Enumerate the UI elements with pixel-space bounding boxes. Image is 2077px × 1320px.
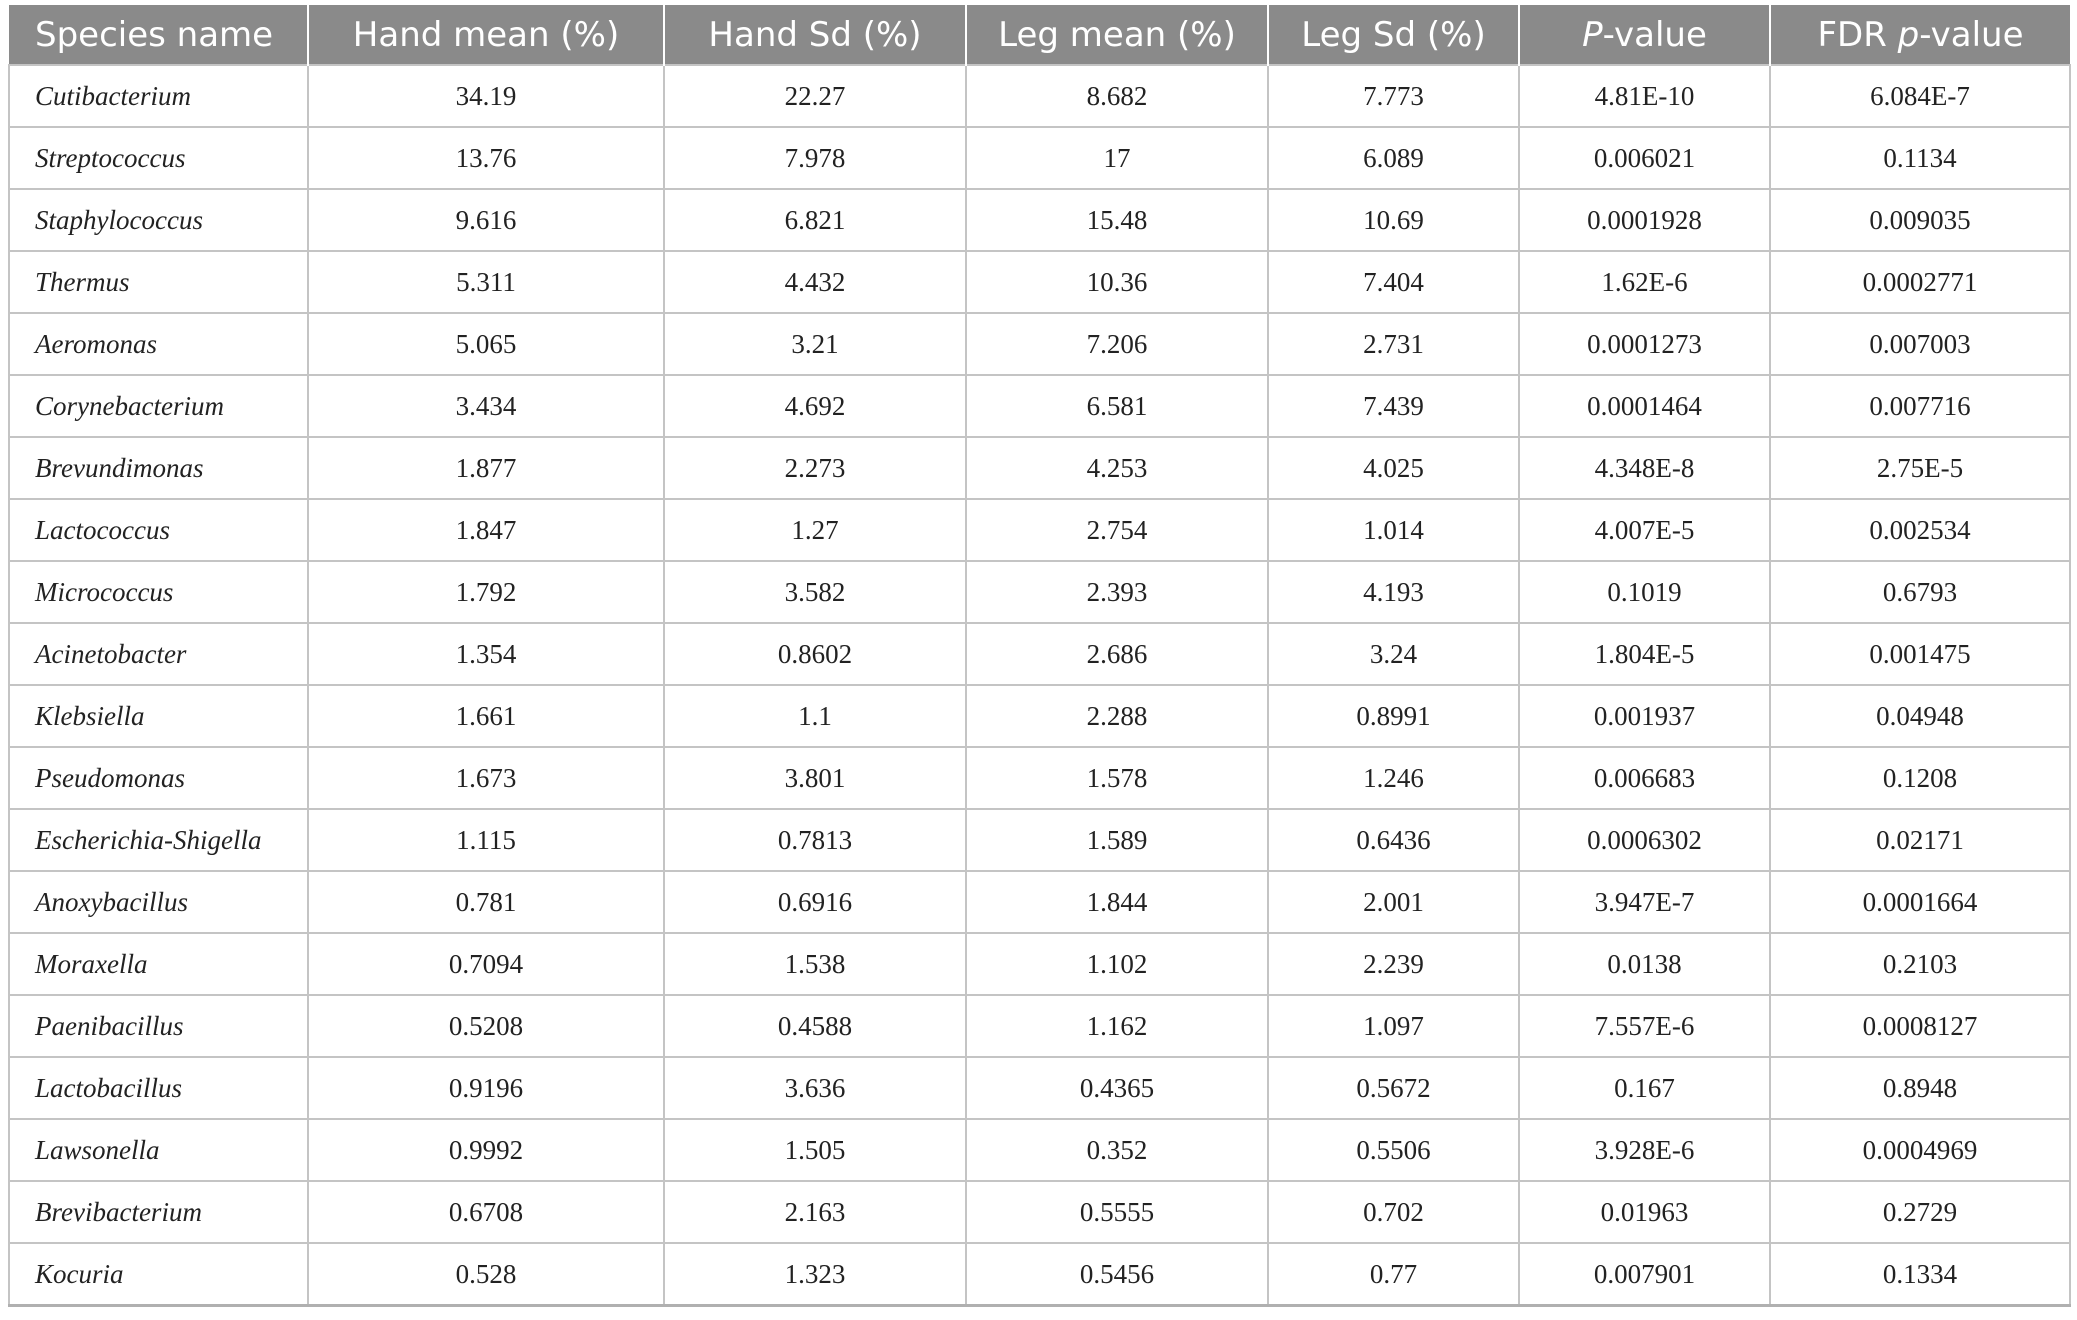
cell-leg-mean: 6.581 <box>966 375 1268 437</box>
cell-leg-sd: 2.731 <box>1268 313 1519 375</box>
cell-fdr-p-value: 0.2103 <box>1770 933 2070 995</box>
cell-leg-sd: 0.5672 <box>1268 1057 1519 1119</box>
table-row <box>9 1243 2070 1306</box>
cell-p-value: 1.62E-6 <box>1519 251 1770 313</box>
species-abundance-table <box>8 5 2071 1307</box>
cell-leg-sd: 2.239 <box>1268 933 1519 995</box>
cell-hand-mean: 1.115 <box>308 809 664 871</box>
header-species: Species name <box>9 5 308 65</box>
table-row <box>9 1181 2070 1243</box>
cell-fdr-p-value: 0.8948 <box>1770 1057 2070 1119</box>
cell-p-value: 0.01963 <box>1519 1181 1770 1243</box>
cell-leg-mean: 2.686 <box>966 623 1268 685</box>
cell-leg-mean: 2.754 <box>966 499 1268 561</box>
cell-hand-mean: 1.847 <box>308 499 664 561</box>
table-row <box>9 1119 2070 1181</box>
cell-p-value: 1.804E-5 <box>1519 623 1770 685</box>
cell-p-value: 0.0001273 <box>1519 313 1770 375</box>
cell-p-value: 4.348E-8 <box>1519 437 1770 499</box>
cell-leg-mean: 1.578 <box>966 747 1268 809</box>
cell-hand-sd: 0.7813 <box>664 809 966 871</box>
table-row <box>9 251 2070 313</box>
table-row <box>9 313 2070 375</box>
cell-leg-mean: 1.589 <box>966 809 1268 871</box>
cell-hand-mean: 0.781 <box>308 871 664 933</box>
cell-leg-mean: 2.393 <box>966 561 1268 623</box>
cell-species: Streptococcus <box>9 127 308 189</box>
cell-leg-mean: 15.48 <box>966 189 1268 251</box>
table-row <box>9 747 2070 809</box>
cell-fdr-p-value: 0.2729 <box>1770 1181 2070 1243</box>
cell-hand-sd: 2.273 <box>664 437 966 499</box>
cell-species: Thermus <box>9 251 308 313</box>
cell-species: Kocuria <box>9 1243 308 1306</box>
cell-hand-sd: 3.582 <box>664 561 966 623</box>
cell-leg-sd: 7.439 <box>1268 375 1519 437</box>
header-p-value-rest: -value <box>1602 14 1707 55</box>
cell-hand-sd: 1.505 <box>664 1119 966 1181</box>
cell-hand-sd: 1.27 <box>664 499 966 561</box>
cell-fdr-p-value: 0.04948 <box>1770 685 2070 747</box>
cell-leg-sd: 0.6436 <box>1268 809 1519 871</box>
cell-hand-mean: 1.792 <box>308 561 664 623</box>
cell-hand-mean: 5.065 <box>308 313 664 375</box>
cell-hand-sd: 3.801 <box>664 747 966 809</box>
cell-species: Paenibacillus <box>9 995 308 1057</box>
cell-p-value: 3.928E-6 <box>1519 1119 1770 1181</box>
table-row <box>9 65 2070 127</box>
cell-species: Acinetobacter <box>9 623 308 685</box>
table-row <box>9 933 2070 995</box>
cell-p-value: 0.167 <box>1519 1057 1770 1119</box>
cell-fdr-p-value: 0.007716 <box>1770 375 2070 437</box>
table-row <box>9 623 2070 685</box>
cell-p-value: 3.947E-7 <box>1519 871 1770 933</box>
cell-p-value: 0.006683 <box>1519 747 1770 809</box>
table-row <box>9 127 2070 189</box>
cell-hand-mean: 0.7094 <box>308 933 664 995</box>
cell-hand-sd: 1.323 <box>664 1243 966 1306</box>
cell-hand-sd: 4.692 <box>664 375 966 437</box>
cell-species: Corynebacterium <box>9 375 308 437</box>
cell-species: Escherichia-Shigella <box>9 809 308 871</box>
cell-leg-sd: 7.773 <box>1268 65 1519 127</box>
cell-leg-sd: 1.246 <box>1268 747 1519 809</box>
table-body <box>9 65 2070 1306</box>
cell-leg-sd: 0.77 <box>1268 1243 1519 1306</box>
species-table-container <box>8 5 2069 1307</box>
cell-hand-mean: 0.9992 <box>308 1119 664 1181</box>
table-row <box>9 375 2070 437</box>
table-row <box>9 437 2070 499</box>
cell-leg-sd: 4.025 <box>1268 437 1519 499</box>
cell-p-value: 0.001937 <box>1519 685 1770 747</box>
cell-hand-mean: 5.311 <box>308 251 664 313</box>
cell-fdr-p-value: 0.1134 <box>1770 127 2070 189</box>
cell-leg-mean: 0.5456 <box>966 1243 1268 1306</box>
header-row <box>9 5 2070 65</box>
cell-hand-mean: 0.6708 <box>308 1181 664 1243</box>
header-leg-mean: Leg mean (%) <box>966 5 1268 65</box>
cell-leg-sd: 2.001 <box>1268 871 1519 933</box>
cell-hand-sd: 1.538 <box>664 933 966 995</box>
cell-species: Klebsiella <box>9 685 308 747</box>
cell-p-value: 0.006021 <box>1519 127 1770 189</box>
cell-hand-sd: 3.636 <box>664 1057 966 1119</box>
cell-hand-mean: 1.661 <box>308 685 664 747</box>
cell-species: Pseudomonas <box>9 747 308 809</box>
cell-hand-sd: 1.1 <box>664 685 966 747</box>
cell-species: Lactococcus <box>9 499 308 561</box>
cell-p-value: 0.0001464 <box>1519 375 1770 437</box>
cell-species: Brevundimonas <box>9 437 308 499</box>
cell-species: Staphylococcus <box>9 189 308 251</box>
cell-hand-mean: 1.354 <box>308 623 664 685</box>
cell-leg-mean: 10.36 <box>966 251 1268 313</box>
cell-leg-sd: 0.702 <box>1268 1181 1519 1243</box>
header-fdr-italic: p <box>1897 14 1920 55</box>
cell-hand-mean: 9.616 <box>308 189 664 251</box>
cell-species: Brevibacterium <box>9 1181 308 1243</box>
cell-p-value: 4.007E-5 <box>1519 499 1770 561</box>
header-hand-sd: Hand Sd (%) <box>664 5 966 65</box>
table-row <box>9 561 2070 623</box>
cell-leg-sd: 0.5506 <box>1268 1119 1519 1181</box>
cell-leg-sd: 4.193 <box>1268 561 1519 623</box>
cell-leg-sd: 1.014 <box>1268 499 1519 561</box>
header-fdr-p-value <box>1770 5 2070 65</box>
cell-fdr-p-value: 6.084E-7 <box>1770 65 2070 127</box>
cell-fdr-p-value: 0.02171 <box>1770 809 2070 871</box>
table-row <box>9 871 2070 933</box>
cell-leg-mean: 8.682 <box>966 65 1268 127</box>
cell-fdr-p-value: 0.6793 <box>1770 561 2070 623</box>
cell-hand-mean: 0.528 <box>308 1243 664 1306</box>
table-row <box>9 995 2070 1057</box>
header-leg-sd: Leg Sd (%) <box>1268 5 1519 65</box>
cell-leg-mean: 17 <box>966 127 1268 189</box>
cell-leg-mean: 0.5555 <box>966 1181 1268 1243</box>
table-row <box>9 1057 2070 1119</box>
cell-fdr-p-value: 2.75E-5 <box>1770 437 2070 499</box>
cell-hand-sd: 0.8602 <box>664 623 966 685</box>
cell-leg-mean: 1.844 <box>966 871 1268 933</box>
table-row <box>9 809 2070 871</box>
cell-fdr-p-value: 0.007003 <box>1770 313 2070 375</box>
table-row <box>9 499 2070 561</box>
cell-hand-sd: 0.4588 <box>664 995 966 1057</box>
cell-species: Cutibacterium <box>9 65 308 127</box>
cell-hand-mean: 0.5208 <box>308 995 664 1057</box>
cell-p-value: 0.007901 <box>1519 1243 1770 1306</box>
cell-species: Lawsonella <box>9 1119 308 1181</box>
cell-fdr-p-value: 0.0004969 <box>1770 1119 2070 1181</box>
cell-fdr-p-value: 0.009035 <box>1770 189 2070 251</box>
cell-hand-mean: 34.19 <box>308 65 664 127</box>
cell-fdr-p-value: 0.0002771 <box>1770 251 2070 313</box>
cell-species: Micrococcus <box>9 561 308 623</box>
header-p-value <box>1519 5 1770 65</box>
cell-hand-sd: 22.27 <box>664 65 966 127</box>
cell-species: Moraxella <box>9 933 308 995</box>
cell-hand-sd: 2.163 <box>664 1181 966 1243</box>
cell-p-value: 0.0138 <box>1519 933 1770 995</box>
cell-hand-mean: 1.877 <box>308 437 664 499</box>
cell-fdr-p-value: 0.002534 <box>1770 499 2070 561</box>
cell-leg-sd: 7.404 <box>1268 251 1519 313</box>
cell-species: Lactobacillus <box>9 1057 308 1119</box>
header-p-value-italic: P <box>1582 14 1603 55</box>
cell-hand-mean: 0.9196 <box>308 1057 664 1119</box>
cell-leg-sd: 1.097 <box>1268 995 1519 1057</box>
cell-leg-sd: 6.089 <box>1268 127 1519 189</box>
header-fdr-prefix: FDR <box>1817 14 1898 55</box>
cell-p-value: 4.81E-10 <box>1519 65 1770 127</box>
cell-hand-sd: 7.978 <box>664 127 966 189</box>
cell-leg-mean: 0.4365 <box>966 1057 1268 1119</box>
cell-leg-sd: 3.24 <box>1268 623 1519 685</box>
cell-leg-mean: 1.162 <box>966 995 1268 1057</box>
cell-fdr-p-value: 0.001475 <box>1770 623 2070 685</box>
cell-hand-mean: 3.434 <box>308 375 664 437</box>
cell-hand-sd: 3.21 <box>664 313 966 375</box>
cell-leg-mean: 7.206 <box>966 313 1268 375</box>
header-hand-mean: Hand mean (%) <box>308 5 664 65</box>
cell-hand-mean: 13.76 <box>308 127 664 189</box>
cell-fdr-p-value: 0.0008127 <box>1770 995 2070 1057</box>
table-row <box>9 685 2070 747</box>
cell-p-value: 0.0001928 <box>1519 189 1770 251</box>
table-row <box>9 189 2070 251</box>
cell-p-value: 7.557E-6 <box>1519 995 1770 1057</box>
cell-leg-mean: 4.253 <box>966 437 1268 499</box>
cell-leg-mean: 2.288 <box>966 685 1268 747</box>
cell-leg-mean: 0.352 <box>966 1119 1268 1181</box>
cell-fdr-p-value: 0.0001664 <box>1770 871 2070 933</box>
cell-fdr-p-value: 0.1208 <box>1770 747 2070 809</box>
cell-hand-sd: 6.821 <box>664 189 966 251</box>
cell-hand-sd: 0.6916 <box>664 871 966 933</box>
cell-leg-sd: 0.8991 <box>1268 685 1519 747</box>
cell-hand-mean: 1.673 <box>308 747 664 809</box>
header-fdr-rest: -value <box>1919 14 2024 55</box>
cell-leg-sd: 10.69 <box>1268 189 1519 251</box>
cell-species: Aeromonas <box>9 313 308 375</box>
cell-p-value: 0.0006302 <box>1519 809 1770 871</box>
cell-hand-sd: 4.432 <box>664 251 966 313</box>
cell-leg-mean: 1.102 <box>966 933 1268 995</box>
cell-p-value: 0.1019 <box>1519 561 1770 623</box>
cell-species: Anoxybacillus <box>9 871 308 933</box>
cell-fdr-p-value: 0.1334 <box>1770 1243 2070 1306</box>
